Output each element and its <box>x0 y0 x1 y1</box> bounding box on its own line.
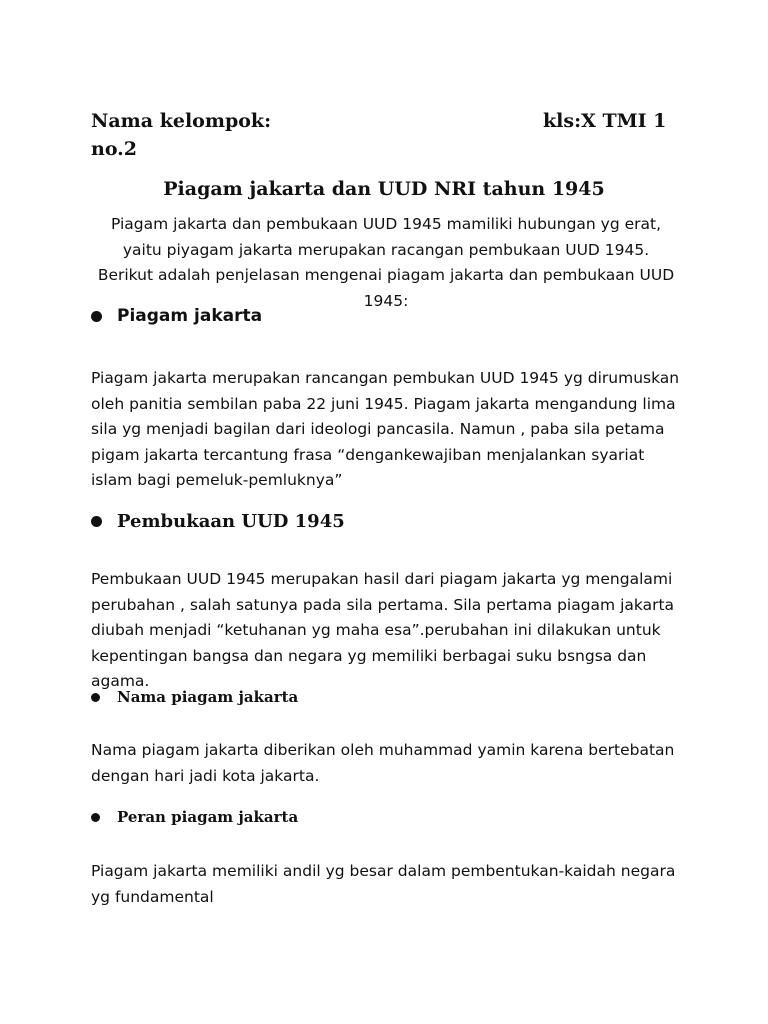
section-body-piagam-jakarta: Piagam jakarta merupakan rancangan pembukan UUD 1945 yg dirumuskan oleh panitia sembilan paba 22 juni 1945. Piagam jakarta mengandung lima sila yg menjadi bagilan dari ideologi pancasila. Namun , paba sila petama pigam jakarta tercantung frasa “dengankewajiban menjalankan syariat islam bagi pemeluk-pemluknya” <box>91 369 680 489</box>
section-body-pembukaan-uud: Pembukaan UUD 1945 merupakan hasil dari piagam jakarta yg mengalami perubahan , salah satunya pada sila pertama. Sila pertama piagam jakarta diubah menjadi “ketuhanan yg maha esa”.perubahan ini dilakukan untuk kepentingan bangsa dan negara yg memiliki berbagai suku bsngsa dan agama. <box>91 570 675 690</box>
section-heading-text: Pembukaan UUD 1945 <box>117 511 345 532</box>
section-heading-text: Nama piagam jakarta <box>117 688 299 706</box>
group-number: no.2 <box>91 138 137 160</box>
class-label: kls:X TMI 1 <box>543 110 667 132</box>
bullet-icon <box>91 693 100 702</box>
section-heading-nama-piagam <box>91 688 298 706</box>
bullet-icon <box>91 516 102 527</box>
section-heading-piagam-jakarta <box>91 306 262 326</box>
bullet-icon <box>91 311 102 322</box>
document-title: Piagam jakarta dan UUD NRI tahun 1945 <box>163 178 605 200</box>
header-row <box>91 110 667 136</box>
intro-paragraph: Piagam jakarta dan pembukaan UUD 1945 mamiliki hubungan yg erat, yaitu piyagam jakarta merupakan racangan pembukaan UUD 1945. Berikut adalah penjelasan mengenai piagam jakarta dan pembukaan UUD 1945: <box>97 215 675 310</box>
bullet-icon <box>91 813 100 822</box>
section-body-peran-piagam: Piagam jakarta memiliki andil yg besar dalam pembentukan-kaidah negara yg fundamental <box>91 862 676 906</box>
section-heading-pembukaan-uud <box>91 511 345 532</box>
section-heading-peran-piagam <box>91 808 298 826</box>
section-body-nama-piagam: Nama piagam jakarta diberikan oleh muhammad yamin karena bertebatan dengan hari jadi kota jakarta. <box>91 741 675 785</box>
group-name-label: Nama kelompok: <box>91 110 272 132</box>
section-heading-text: Piagam jakarta <box>117 306 263 326</box>
section-heading-text: Peran piagam jakarta <box>117 808 299 826</box>
